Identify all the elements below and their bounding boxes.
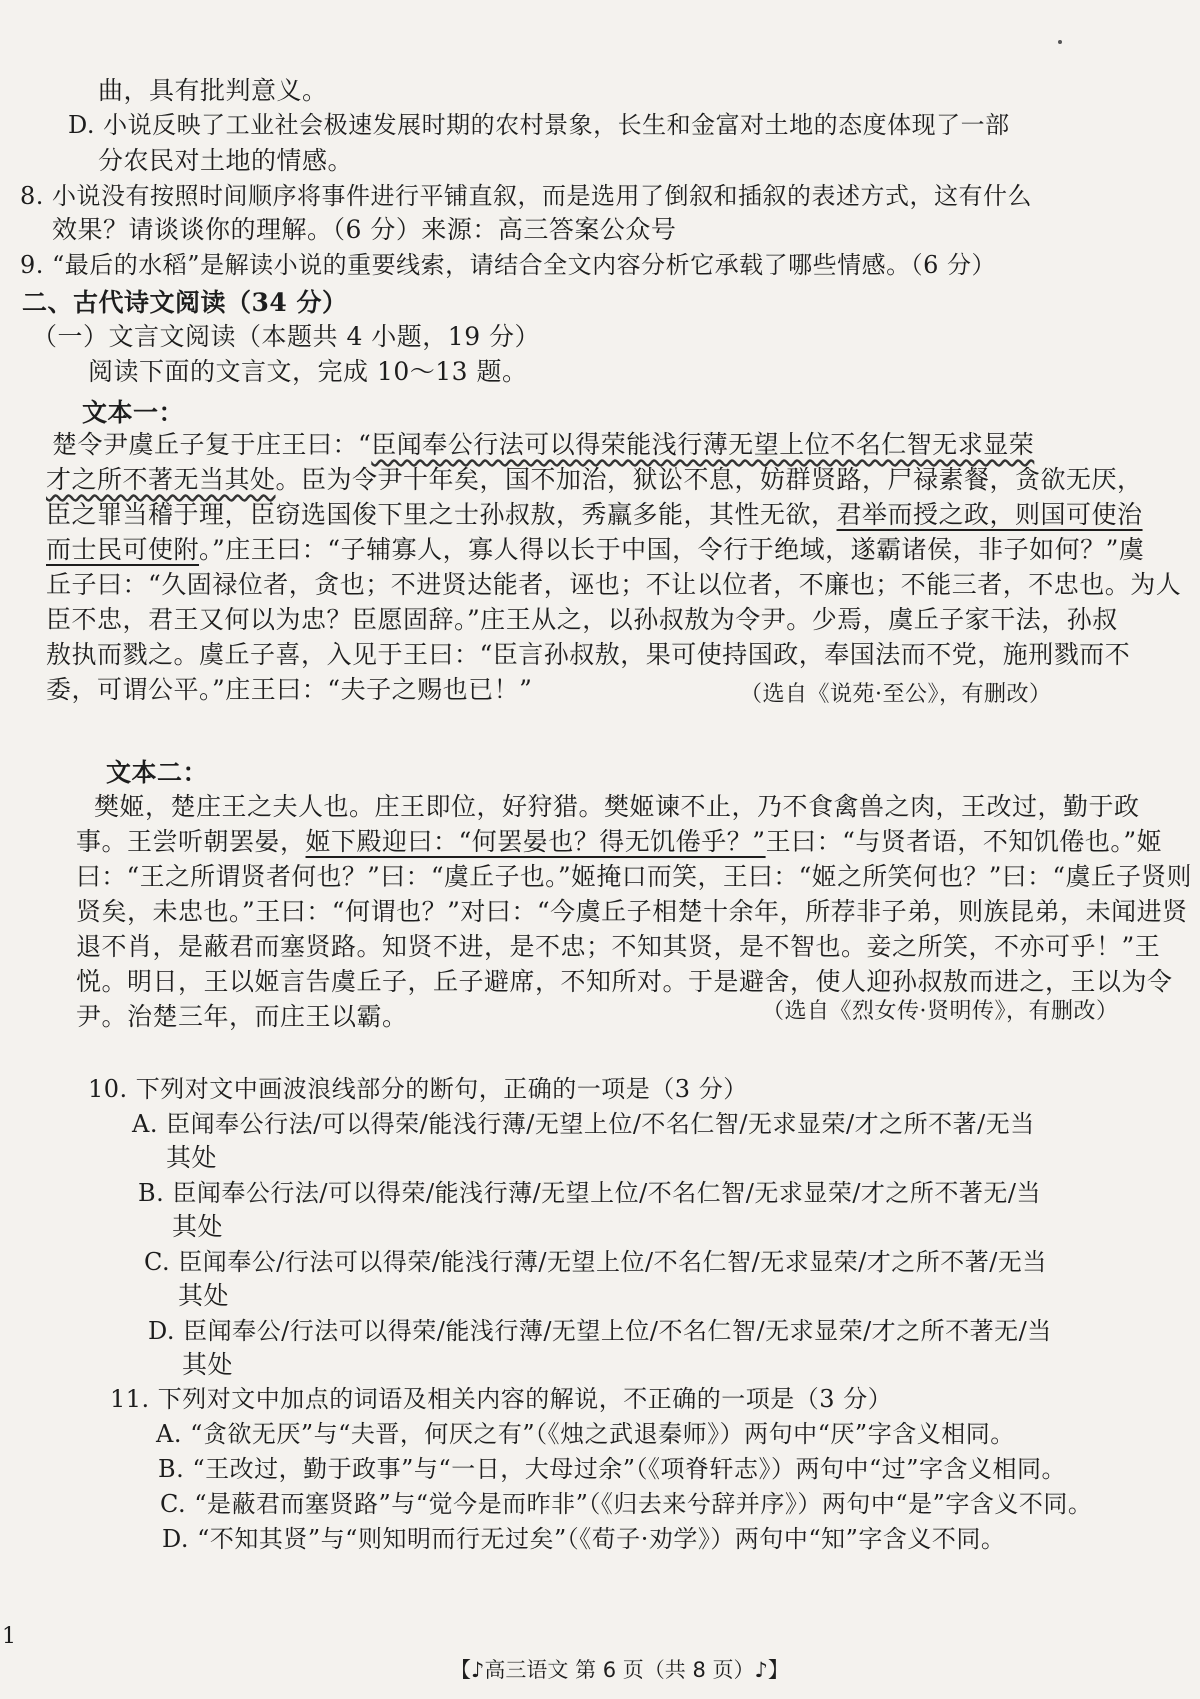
- passage2-line3: 曰：“王之所谓贤者何也？”曰：“虞丘子也。”姬掩口而笑，王曰：“姬之所笑何也？”曰：“虞丘子贤则: [76, 862, 1192, 891]
- q10-option-a-cont: 其处: [166, 1143, 218, 1172]
- passage2-line7: 尹。治楚三年，而庄王以霸。: [76, 1002, 408, 1031]
- option-c-tail: 曲，具有批判意义。: [98, 76, 328, 105]
- question-9: 9. “最后的水稻”是解读小说的重要线索，请结合全文内容分析它承载了哪些情感。（6 分）: [20, 251, 996, 279]
- passage1-line5: 丘子曰：“久固禄位者，贪也；不进贤达能者，诬也；不让以位者，不廉也；不能三者，不忠也。为人: [46, 570, 1182, 599]
- option-d-line1: D. 小说反映了工业社会极速发展时期的农村景象，长生和金富对土地的态度体现了一部: [68, 111, 1010, 139]
- wavy-underlined-text: 臣闻奉公行法可以得荣能浅行薄无望上位不名仁智无求显荣: [371, 430, 1035, 459]
- q11-option-c: C. “是蔽君而塞贤路”与“觉今是而昨非”（《归去来兮辞并序》）两句中“是”字含义不同。: [160, 1490, 1093, 1518]
- option-d-line2: 分农民对土地的情感。: [98, 146, 354, 175]
- passage1-line2-plain: 。臣为令尹十年矣，国不加治，狱讼不息，妨群贤路，尸禄素餐，贪欲无厌，: [275, 465, 1143, 494]
- q10-option-d-cont: 其处: [182, 1350, 234, 1379]
- question-10: 10. 下列对文中画波浪线部分的断句，正确的一项是（3 分）: [88, 1075, 748, 1103]
- passage1-line1-plain: 楚令尹虞丘子复于庄王曰：“: [52, 430, 372, 459]
- passage1-line4-plain: 。”庄王曰：“子辅寡人，寡人得以长于中国，令行于绝域，遂霸诸侯，非子如何？”虞: [199, 535, 1145, 564]
- q11-option-a: A. “贪欲无厌”与“夫晋，何厌之有”（《烛之武退秦师》）两句中“厌”字含义相同。: [156, 1420, 1015, 1448]
- passage1-line4: [46, 533, 1144, 567]
- question-11: 11. 下列对文中加点的词语及相关内容的解说，不正确的一项是（3 分）: [110, 1385, 893, 1413]
- scan-speck: [1058, 40, 1062, 44]
- passage1-line7: 敖执而戮之。虞丘子喜，入见于王曰：“臣言孙叔敖，果可使持国政，奉国法而不党，施刑戮而不: [46, 640, 1131, 669]
- underlined-sentence: 君举而授之政，则国可使治: [836, 500, 1143, 529]
- question-8-line1: 8. 小说没有按照时间顺序将事件进行平铺直叙，而是选用了倒叙和插叙的表述方式，这有什么: [20, 182, 1033, 210]
- passage2-source: （选自《烈女传·贤明传》，有删改）: [762, 999, 1119, 1024]
- subsection-heading: （一）文言文阅读（本题共 4 小题，19 分）: [32, 322, 541, 351]
- passage1-line3-plain: 臣之罪当稽于理，臣窃选国俊下里之士孙叔敖，秀羸多能，其性无欲，: [46, 500, 837, 529]
- passage1-line3: [46, 498, 1143, 532]
- q10-option-c-cont: 其处: [178, 1281, 230, 1310]
- q10-option-a: A. 臣闻奉公行法/可以得荣/能浅行薄/无望上位/不名仁智/无求显荣/才之所不著/无当: [132, 1110, 1035, 1138]
- passage1-source: （选自《说苑·至公》，有删改）: [740, 682, 1052, 707]
- text-two-label: 文本二：: [106, 758, 209, 787]
- passage2-line5: 退不肖，是蔽君而塞贤路。知贤不进，是不忠；不知其贤，是不智也。妾之所笑，不亦可乎！”王: [76, 932, 1161, 961]
- passage2-line4: 贤矣，未忠也。”王曰：“何谓也？”对曰：“今虞丘子相楚十余年，所荐非子弟，则族昆弟，未闻进贤: [76, 897, 1188, 926]
- passage2-line2: [76, 825, 1162, 859]
- question-8-line2: 效果？请谈谈你的理解。（6 分）来源：高三答案公众号: [52, 215, 677, 244]
- underlined-sentence-end: 而士民可使附: [46, 535, 200, 564]
- passage1-line1: [52, 428, 1034, 462]
- q10-option-b-cont: 其处: [172, 1212, 224, 1241]
- q10-option-c: C. 臣闻奉公/行法可以得荣/能浅行薄/无望上位/不名仁智/无求显荣/才之所不著/无当: [144, 1248, 1047, 1276]
- page-footer: 【♪高三语文 第 6 页（共 8 页）♪】: [450, 1658, 789, 1682]
- passage1-line6: 臣不忠，君王又何以为忠？臣愿固辞。”庄王从之，以孙叔敖为令尹。少焉，虞丘子家干法，孙叔: [46, 605, 1118, 634]
- q11-option-d: D. “不知其贤”与“则知明而行无过矣”（《荀子·劝学》）两句中“知”字含义不同。: [162, 1525, 1006, 1553]
- margin-mark: 1: [2, 1624, 16, 1649]
- passage2-line2-start: 事。王尝听朝罢晏，: [76, 827, 306, 856]
- reading-instruction: 阅读下面的文言文，完成 10～13 题。: [88, 357, 528, 386]
- passage2-line6: 悦。明日，王以姬言告虞丘子，丘子避席，不知所对。于是避舍，使人迎孙叔敖而进之，王以为令: [76, 967, 1173, 996]
- q10-option-b: B. 臣闻奉公行法/可以得荣/能浅行薄/无望上位/不名仁智/无求显荣/才之所不著无/当: [138, 1179, 1041, 1207]
- q11-option-b: B. “王改过，勤于政事”与“一日，大母过余”（《项脊轩志》）两句中“过”字含义相同。: [158, 1455, 1067, 1483]
- q10-option-d: D. 臣闻奉公/行法可以得荣/能浅行薄/无望上位/不名仁智/无求显荣/才之所不著无/当: [148, 1317, 1052, 1345]
- passage1-line2: [46, 463, 1143, 497]
- passage2-line2-end: 王曰：“与贤者语，不知饥倦也。”姬: [765, 827, 1163, 856]
- section-heading: 二、古代诗文阅读（34 分）: [22, 288, 348, 317]
- passage2-line1: 樊姬，楚庄王之夫人也。庄王即位，好狩猎。樊姬谏不止，乃不食禽兽之肉，王改过，勤于政: [94, 792, 1140, 821]
- passage1-line8: 委，可谓公平。”庄王曰：“夫子之赐也已！”: [46, 675, 533, 704]
- wavy-underlined-text-end: 才之所不著无当其处: [46, 465, 276, 494]
- underlined-sentence-2: 姬下殿迎曰：“何罢晏也？得无饥倦乎？”: [305, 827, 766, 856]
- text-one-label: 文本一：: [82, 398, 185, 427]
